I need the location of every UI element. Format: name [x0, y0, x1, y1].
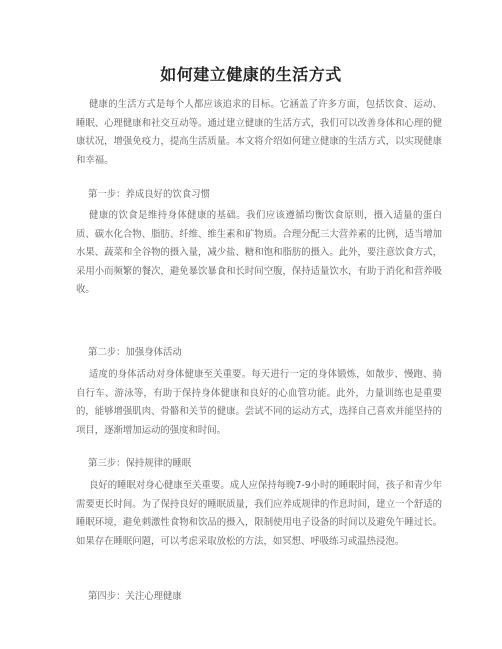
section-heading-4: 第四步：关注心理健康	[88, 591, 182, 602]
section-body-3: 良好的睡眠对身心健康至关重要。成人应保持每晚7-9小时的睡眠时间，孩子和青少年需要更长时间。为了保持良好的睡眠质量，我们应养成规律的作息时间，建立一个舒适的睡眠环境，避免刺激性食物和饮品的摄入，限制使用电子设备的时间以及避免午睡过长。如果存在睡眠问题，可以考虑采取放松的方法，如冥想、呼吸练习或温热浸泡。	[76, 480, 442, 547]
section-body-2: 适度的身体活动对身体健康至关重要。每天进行一定的身体锻炼，如散步、慢跑、骑自行车、游泳等，有助于保持身体健康和良好的心血管功能。此外，力量训练也是重要的，能够增强肌肉、骨骼和关节的健康。尝试不同的运动方式，选择自己喜欢并能坚持的项目，逐渐增加运动的强度和时间。	[76, 369, 442, 436]
section-body-1: 健康的饮食是维持身体健康的基础。我们应该遵循均衡饮食原则，摄入适量的蛋白质、碳水化合物、脂肪、纤维、维生素和矿物质。合理分配三大营养素的比例，适当增加水果、蔬菜和全谷物的摄入量，减少盐、糖和饱和脂肪的摄入。此外，要注意饮食方式，采用小而频繁的餐次，避免暴饮暴食和长时间空腹，保持适量饮水，有助于消化和营养吸收。	[76, 210, 442, 296]
intro-paragraph: 健康的生活方式是每个人都应该追求的目标。它涵盖了许多方面，包括饮食、运动、睡眠、心理健康和社交互动等。通过建立健康的生活方式，我们可以改善身体和心理的健康状况，增强免疫力，提高生活质量。本文将介绍如何建立健康的生活方式，以实现健康和幸福。	[76, 99, 442, 166]
section-heading-3: 第三步：保持规律的睡眠	[88, 458, 192, 469]
section-heading-1: 第一步：养成良好的饮食习惯	[88, 189, 210, 200]
document-title: 如何建立健康的生活方式	[160, 65, 342, 84]
section-heading-2: 第二步：加强身体活动	[88, 347, 182, 358]
